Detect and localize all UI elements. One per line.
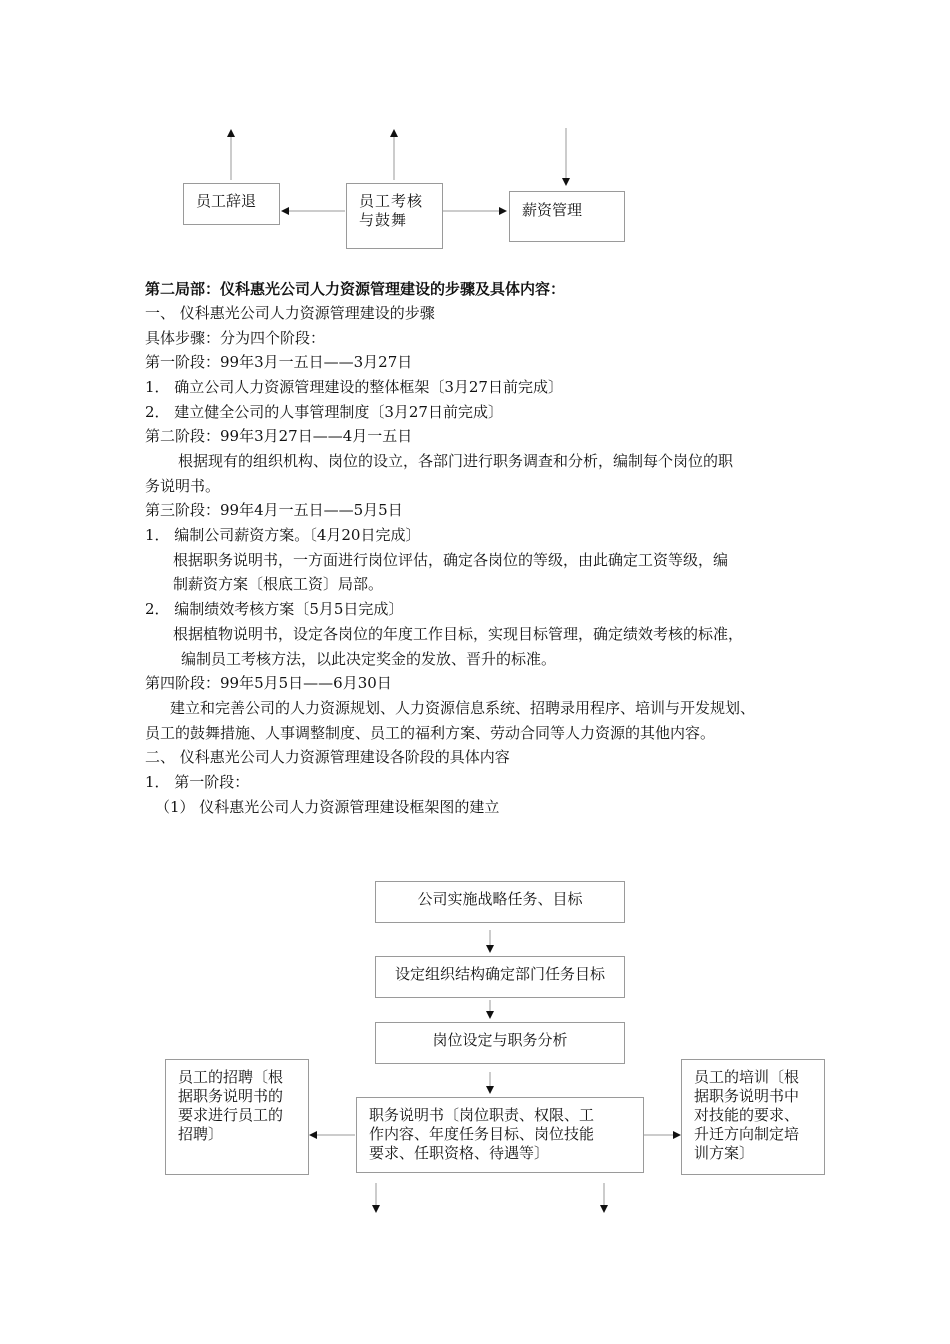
box-employee-dismissal — [183, 183, 280, 225]
section-heading: 第二局部：仪科惠光公司人力资源管理建设的步骤及具体内容： — [145, 280, 566, 298]
stage2-desc-line1: 根据现有的组织机构、岗位的设立，各部门进行职务调查和分析，编制每个岗位的职 — [178, 452, 734, 470]
box-company-strategy-label: 公司实施战略任务、目标 — [417, 890, 583, 908]
box-employee-appraisal-line1: 员工考核 — [359, 192, 424, 210]
stage1-item2: 2． 建立健全公司的人事管理制度〔3月27日前完成〕 — [145, 403, 503, 421]
training-line5: 训方案〕 — [694, 1144, 755, 1162]
stage2-title: 第二阶段：99年3月27日——4月一五日 — [145, 427, 413, 445]
stage4-desc-line2: 员工的鼓舞措施、人事调整制度、员工的福利方案、劳动合同等人力资源的其他内容。 — [145, 724, 716, 742]
stage3-title: 第三阶段：99年4月一五日——5月5日 — [145, 501, 403, 519]
stage3-item2-desc-line2: 编制员工考核方法，以此决定奖金的发放、晋升的标准。 — [181, 650, 557, 668]
stage3-item1: 1． 编制公司薪资方案。〔4月20日完成〕 — [145, 526, 421, 544]
recruitment-line2: 据职务说明书的 — [178, 1087, 284, 1105]
job-description-line1: 职务说明书〔岗位职责、权限、工 — [369, 1106, 595, 1124]
box-salary-management — [509, 191, 625, 242]
box-employee-training — [681, 1059, 825, 1175]
box-employee-dismissal-label: 员工辞退 — [196, 192, 257, 210]
box-company-strategy — [375, 881, 625, 923]
recruitment-line3: 要求进行员工的 — [178, 1106, 284, 1124]
training-line1: 员工的培训〔根 — [694, 1068, 800, 1086]
box-org-structure-label: 设定组织结构确定部门任务目标 — [394, 965, 605, 983]
training-line3: 对技能的要求、 — [694, 1106, 800, 1124]
box-position-analysis — [375, 1022, 625, 1064]
stage4-desc-line1: 建立和完善公司的人力资源规划、人力资源信息系统、招聘录用程序、培训与开发规划、 — [170, 699, 756, 717]
item-one-heading: 一、 仪科惠光公司人力资源管理建设的步骤 — [145, 304, 435, 322]
box-position-analysis-label: 岗位设定与职务分析 — [432, 1031, 568, 1049]
box-job-description — [356, 1097, 644, 1173]
box-salary-management-label: 薪资管理 — [522, 201, 583, 219]
box-employee-appraisal-line2: 与鼓舞 — [359, 211, 408, 229]
training-line4: 升迁方向制定培 — [694, 1125, 800, 1143]
stage3-item2-desc-line1: 根据植物说明书，设定各岗位的年度工作目标，实现目标管理，确定绩效考核的标准， — [173, 625, 744, 643]
recruitment-line1: 员工的招聘〔根 — [178, 1068, 284, 1086]
stage2-desc-line2: 务说明书。 — [145, 477, 221, 495]
stage4-title: 第四阶段：99年5月5日——6月30日 — [145, 674, 392, 692]
phase1-sub1: （1） 仪科惠光公司人力资源管理建设框架图的建立 — [155, 798, 500, 816]
stage1-item1: 1． 确立公司人力资源管理建设的整体框架〔3月27日前完成〕 — [145, 378, 563, 396]
phase1-title: 1． 第一阶段： — [145, 773, 250, 791]
box-org-structure — [375, 956, 625, 998]
item-two-heading: 二、 仪科惠光公司人力资源管理建设各阶段的具体内容 — [145, 748, 510, 766]
box-employee-recruitment — [165, 1059, 309, 1175]
stage3-item2: 2． 编制绩效考核方案〔5月5日完成〕 — [145, 600, 404, 618]
job-description-line2: 作内容、年度任务目标、岗位技能 — [369, 1125, 595, 1143]
stage3-item1-desc-line2: 制薪资方案〔根底工资〕局部。 — [173, 575, 384, 593]
stage3-item1-desc-line1: 根据职务说明书，一方面进行岗位评估，确定各岗位的等级，由此确定工资等级，编 — [173, 551, 729, 569]
training-line2: 据职务说明书中 — [694, 1087, 800, 1105]
box-employee-appraisal — [346, 183, 443, 249]
stage1-title: 第一阶段：99年3月一五日——3月27日 — [145, 353, 413, 371]
job-description-line3: 要求、任职资格、待遇等〕 — [369, 1144, 550, 1162]
recruitment-line4: 招聘〕 — [178, 1125, 224, 1143]
steps-intro: 具体步骤：分为四个阶段： — [145, 329, 326, 347]
